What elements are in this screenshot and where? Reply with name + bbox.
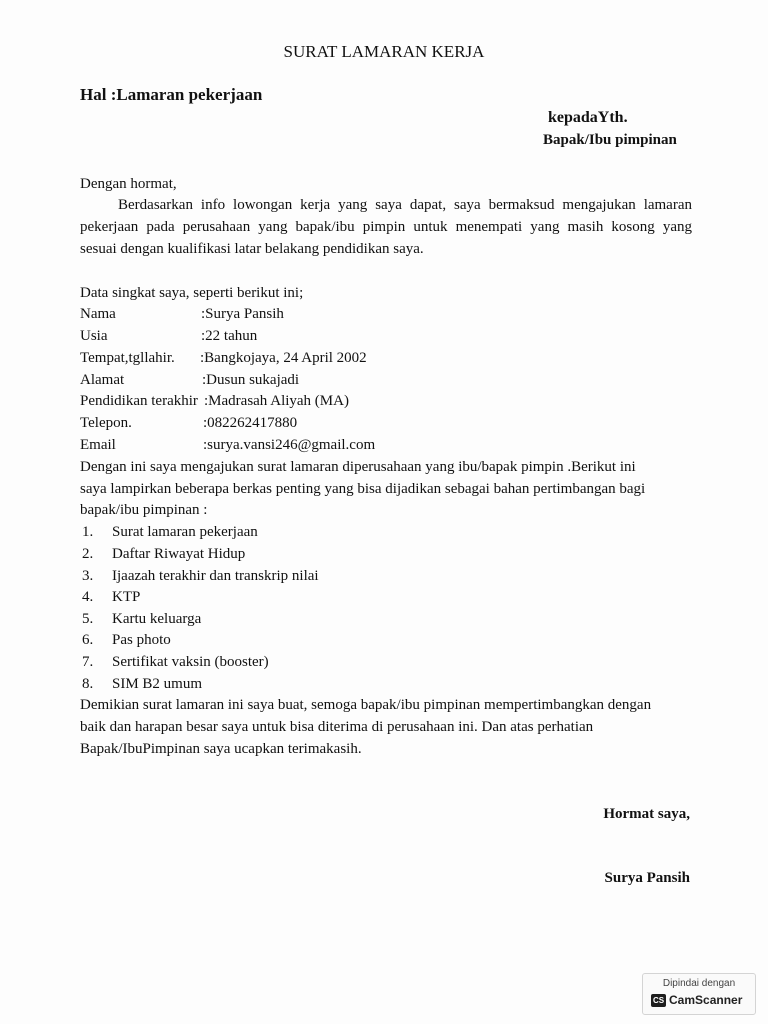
attach-intro-line-1: Dengan ini saya mengajukan surat lamaran diperusahaan yang ibu/bapak pimpin .Berikut ini: [80, 459, 636, 475]
attach-intro-line-2: saya lampirkan beberapa berkas penting yang bisa dijadikan sebagai bahan pertimbangan bagi: [80, 481, 646, 497]
camscanner-logo-icon: CS: [652, 996, 665, 1005]
data-intro: Data singkat saya, seperti berikut ini;: [80, 285, 304, 301]
personal-label: Nama: [80, 306, 116, 322]
list-text: Kartu keluarga: [112, 611, 202, 627]
signer-name: Surya Pansih: [604, 870, 690, 886]
personal-value: :Surya Pansih: [201, 306, 284, 322]
personal-label: Pendidikan terakhir: [80, 393, 198, 409]
closing-line-3: Bapak/IbuPimpinan saya ucapkan terimakasih.: [80, 741, 362, 757]
list-number: 7.: [82, 654, 94, 670]
subject-line: Hal :Lamaran pekerjaan: [80, 85, 263, 104]
list-number: 6.: [82, 632, 94, 648]
list-number: 5.: [82, 611, 94, 627]
list-text: Sertifikat vaksin (booster): [112, 654, 269, 670]
list-number: 1.: [82, 524, 94, 540]
intro-line-3: sesuai dengan kualifikasi latar belakang pendidikan saya.: [80, 241, 424, 257]
intro-line-1: Berdasarkan info lowongan kerja yang saya dapat, saya bermaksud mengajukan lamaran: [118, 197, 692, 213]
personal-label: Tempat,tgllahir.: [80, 350, 175, 366]
watermark-brand: CamScanner: [669, 993, 743, 1007]
camscanner-watermark: [642, 973, 756, 1015]
list-text: SIM B2 umum: [112, 676, 203, 692]
personal-value: :Bangkojaya, 24 April 2002: [200, 350, 367, 366]
greeting: Dengan hormat,: [80, 176, 177, 192]
list-number: 3.: [82, 568, 94, 584]
personal-value: :Madrasah Aliyah (MA): [204, 393, 349, 409]
personal-label: Telepon.: [80, 415, 132, 431]
list-number: 4.: [82, 589, 94, 605]
personal-label: Usia: [80, 328, 108, 344]
closing-line-2: baik dan harapan besar saya untuk bisa diterima di perusahaan ini. Dan atas perhatian: [80, 719, 594, 735]
closing-line-1: Demikian surat lamaran ini saya buat, semoga bapak/ibu pimpinan mempertimbangkan dengan: [80, 697, 652, 713]
letter-title: SURAT LAMARAN KERJA: [283, 42, 485, 61]
list-number: 8.: [82, 676, 94, 692]
personal-label: Email: [80, 437, 116, 453]
personal-value: :22 tahun: [201, 328, 258, 344]
recipient-line-1: kepadaYth.: [548, 109, 628, 126]
personal-value: :082262417880: [203, 415, 298, 431]
watermark-caption: Dipindai dengan: [662, 978, 736, 989]
recipient-line-2: Bapak/Ibu pimpinan: [543, 132, 677, 148]
list-text: Daftar Riwayat Hidup: [112, 546, 246, 562]
list-text: KTP: [112, 589, 141, 605]
personal-value: :Dusun sukajadi: [202, 372, 300, 388]
list-number: 2.: [82, 546, 94, 562]
personal-value: :surya.vansi246@gmail.com: [203, 437, 376, 453]
intro-line-2: pekerjaan pada perusahaan yang bapak/ibu pimpin untuk menempati yang masih kosong yang: [80, 219, 692, 235]
list-text: Pas photo: [112, 632, 171, 648]
list-text: Surat lamaran pekerjaan: [112, 524, 258, 540]
personal-label: Alamat: [80, 372, 125, 388]
sign-off: Hormat saya,: [603, 806, 690, 822]
list-text: Ijaazah terakhir dan transkrip nilai: [112, 568, 319, 584]
attach-intro-line-3: bapak/ibu pimpinan :: [80, 502, 208, 518]
